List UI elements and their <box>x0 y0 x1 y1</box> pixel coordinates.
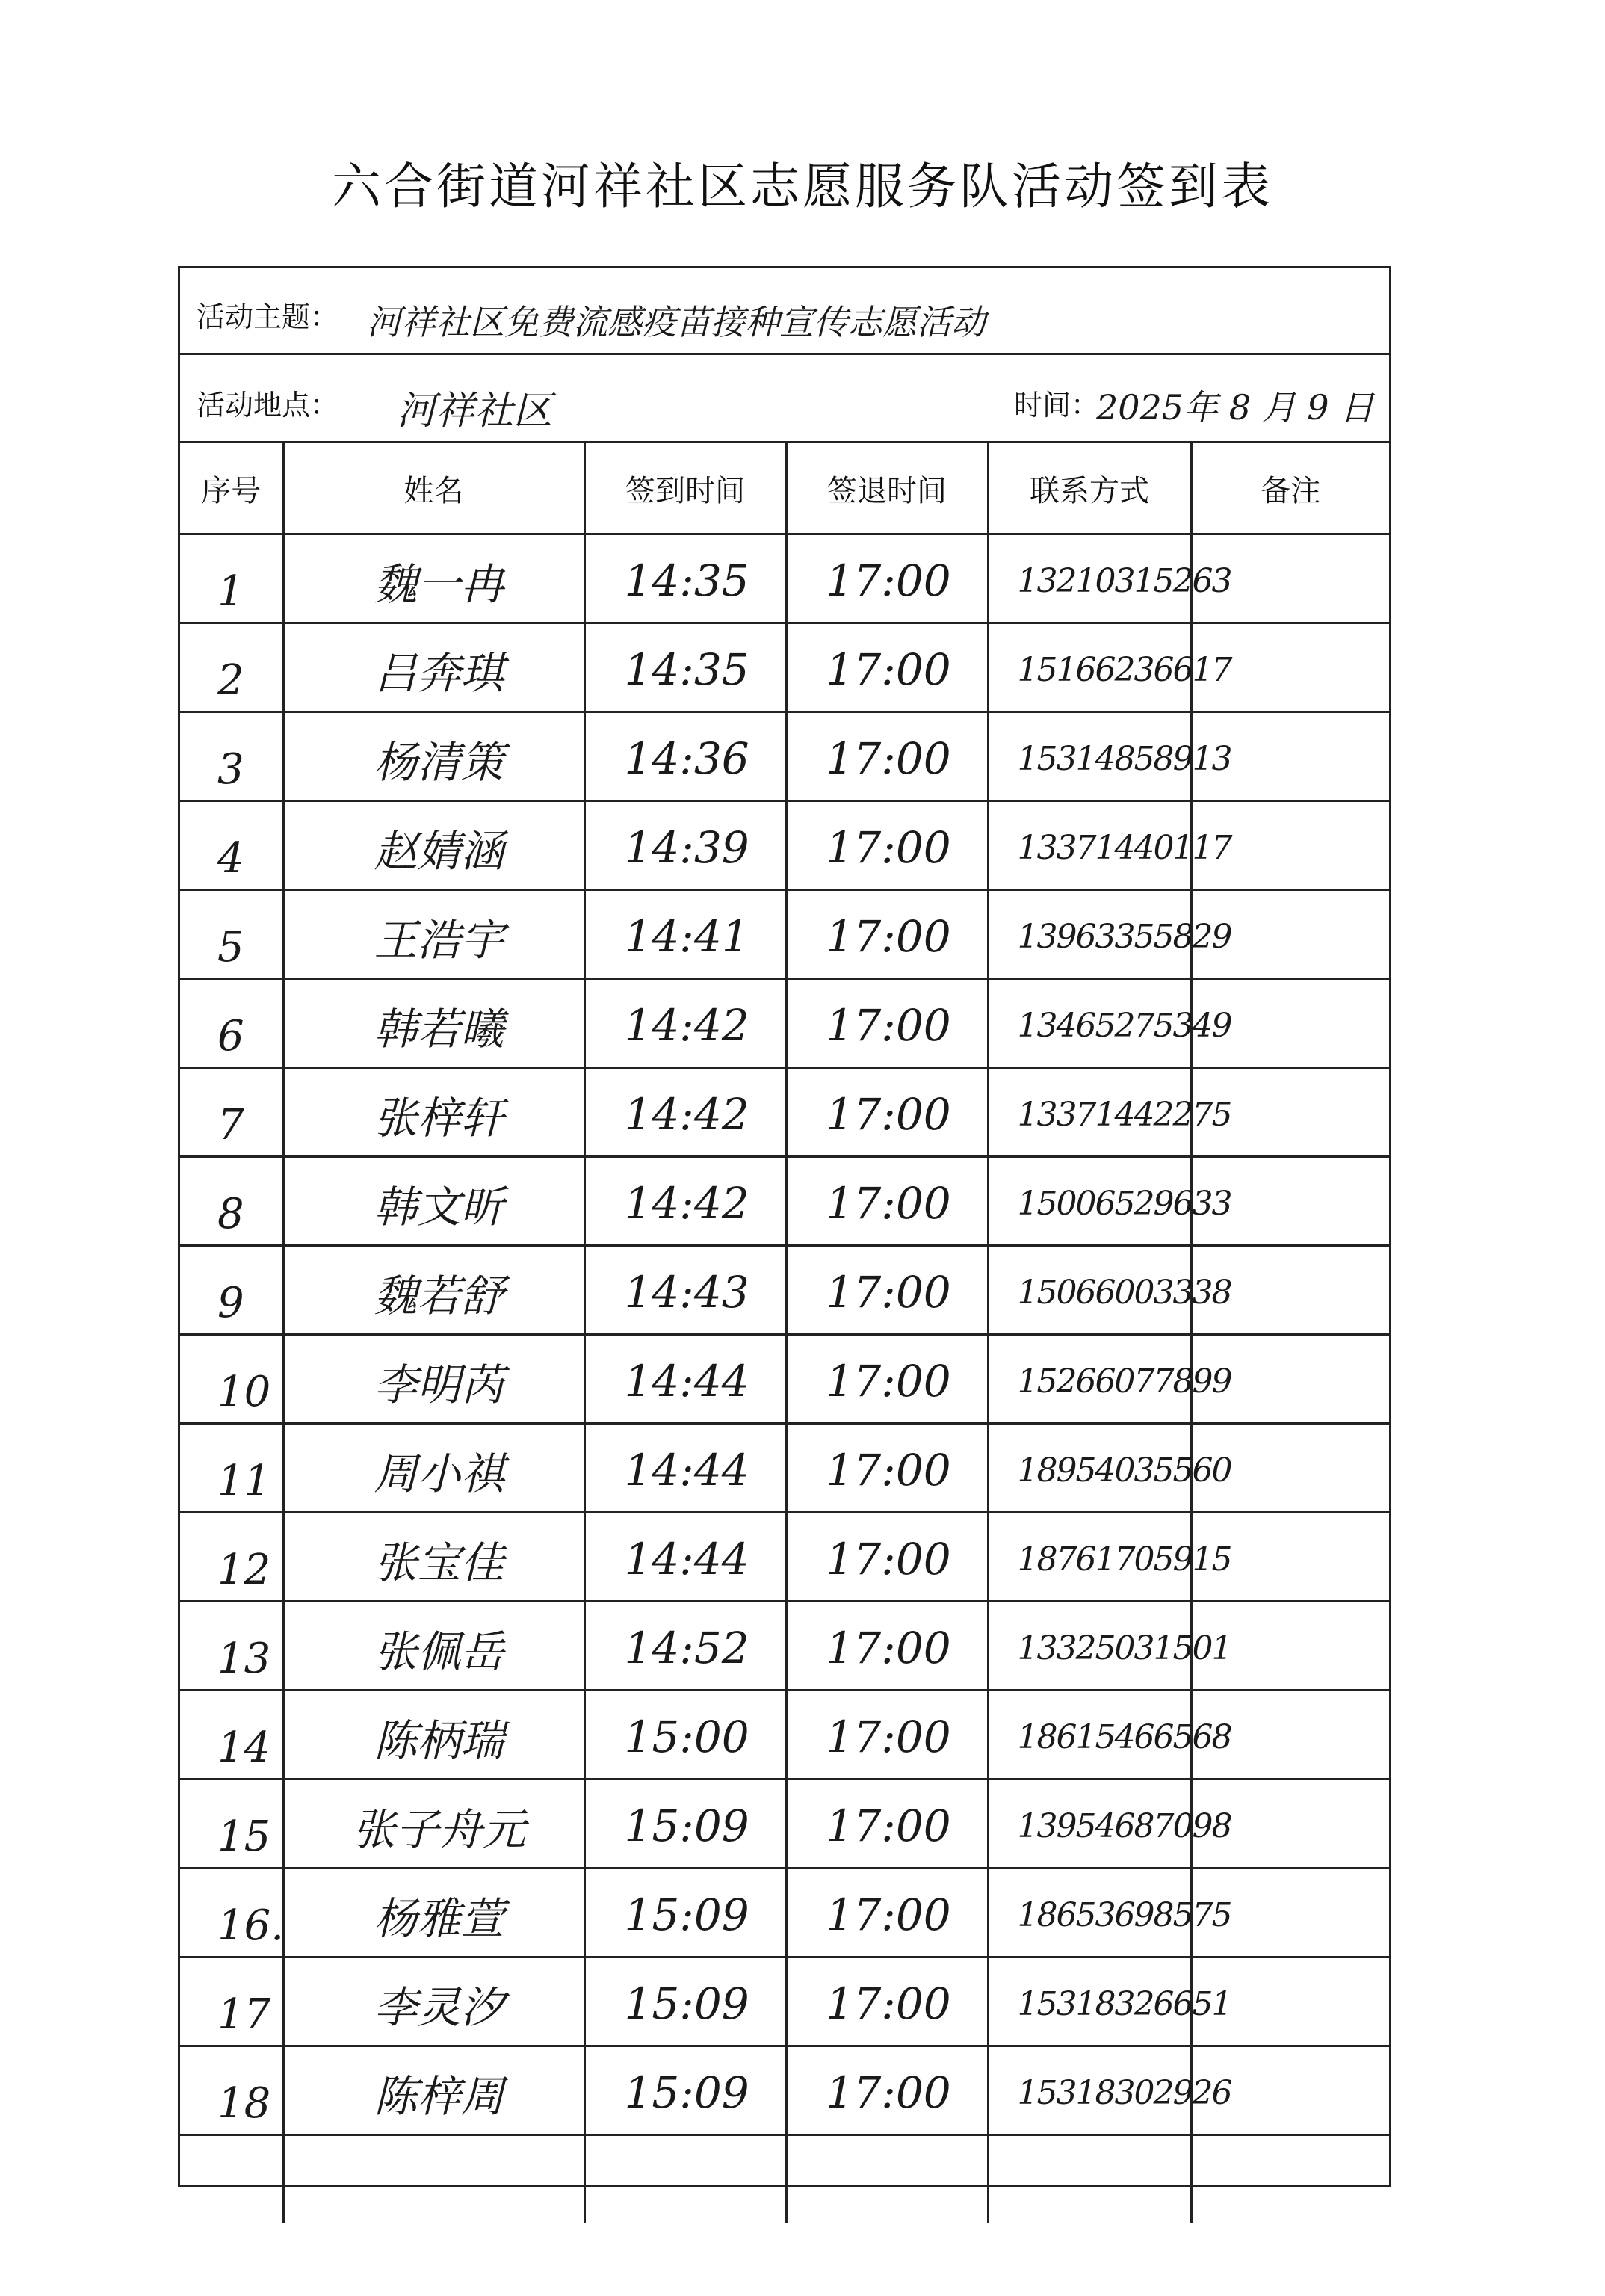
contact-cell <box>988 1246 1231 1335</box>
note-cell-text <box>1206 1880 1387 1950</box>
note-cell-text <box>1206 1969 1387 2039</box>
note-cell <box>1191 2046 1389 2135</box>
contact-cell-text: 13210315263 <box>1017 561 1231 600</box>
contact-cell <box>988 2046 1231 2135</box>
column-header-seq: 序号 <box>180 443 283 534</box>
seq-cell-text: 6 <box>217 1012 244 1061</box>
name-cell <box>283 712 584 801</box>
seq-cell-text: 8 <box>217 1190 244 1238</box>
sign-out-time-cell-text: 17:00 <box>826 1356 951 1407</box>
note-cell-text <box>1206 1613 1387 1683</box>
note-cell-text <box>1206 901 1387 972</box>
seq-cell <box>180 1335 283 1424</box>
seq-cell-text: 11 <box>217 1457 271 1505</box>
sign-in-time-cell-text: 14:42 <box>624 1178 749 1229</box>
note-cell-text <box>1206 1079 1387 1149</box>
note-cell-text <box>1206 1435 1387 1505</box>
seq-cell-text: 13 <box>217 1635 271 1683</box>
column-header-contact: 联系方式 <box>988 443 1191 534</box>
table-row <box>180 890 1389 979</box>
seq-cell <box>180 1246 283 1335</box>
seq-cell-text: 1 <box>217 567 244 616</box>
note-cell-text <box>1206 1168 1387 1238</box>
name-cell-text: 杨清策 <box>374 737 504 788</box>
contact-cell <box>988 1602 1231 1691</box>
seq-cell <box>180 1068 283 1157</box>
table-row <box>180 1868 1389 1957</box>
note-cell <box>1191 1602 1389 1691</box>
sign-out-time-cell <box>786 2135 988 2224</box>
sign-out-time-cell-text: 17:00 <box>826 1000 951 1051</box>
name-cell-text: 王浩宇 <box>374 915 504 966</box>
sign-in-time-cell <box>584 2046 786 2135</box>
table-row <box>180 1157 1389 1246</box>
name-cell-text: 周小祺 <box>374 1448 504 1499</box>
contact-cell <box>988 2135 1191 2224</box>
contact-cell <box>988 623 1231 712</box>
seq-cell <box>180 1780 283 1868</box>
table-row <box>180 1957 1389 2046</box>
name-cell <box>283 801 584 890</box>
contact-cell <box>988 1957 1231 2046</box>
note-cell <box>1191 1957 1389 2046</box>
note-cell <box>1191 1780 1389 1868</box>
sign-out-time-cell-text: 17:00 <box>826 1089 951 1140</box>
column-header-name: 姓名 <box>283 443 584 534</box>
contact-cell-text: 15318302926 <box>1017 2073 1231 2112</box>
contact-cell <box>988 1691 1231 1780</box>
name-cell-text: 张梓轩 <box>374 1093 504 1144</box>
name-cell-text: 吕奔琪 <box>374 648 504 699</box>
contact-cell <box>988 1780 1231 1868</box>
sign-in-time-cell <box>584 1424 786 1513</box>
seq-cell <box>180 979 283 1068</box>
note-cell <box>1191 1246 1389 1335</box>
contact-cell <box>988 1424 1231 1513</box>
note-cell <box>1191 712 1389 801</box>
name-cell-text: 韩若曦 <box>374 1004 504 1055</box>
name-cell <box>283 890 584 979</box>
sign-in-time-cell <box>584 801 786 890</box>
name-cell <box>283 1424 584 1513</box>
seq-cell-text: 17 <box>217 1990 271 2039</box>
seq-cell-text: 16. <box>217 1901 285 1950</box>
contact-cell-text: 15066003338 <box>1017 1273 1231 1312</box>
sign-in-time-cell <box>584 1602 786 1691</box>
theme-label: 活动主题： <box>197 300 339 333</box>
table-row <box>180 2046 1389 2135</box>
column-header-sign-out: 签退时间 <box>786 443 988 534</box>
contact-cell-text: 13465275349 <box>1017 1006 1231 1045</box>
seq-cell <box>180 1868 283 1957</box>
note-cell <box>1191 1513 1389 1602</box>
sign-in-time-cell <box>584 534 786 623</box>
sign-out-time-cell <box>786 1957 988 2046</box>
name-cell-text: 赵婧涵 <box>374 826 504 877</box>
seq-cell <box>180 1691 283 1780</box>
sign-in-time-cell-text: 14:41 <box>624 911 749 962</box>
contact-cell-text: 15006529633 <box>1017 1184 1231 1223</box>
sign-in-time-cell-text: 15:09 <box>624 1889 749 1940</box>
note-cell-text <box>1206 723 1387 794</box>
sign-out-time-cell <box>786 1513 988 1602</box>
sign-out-time-cell <box>786 1424 988 1513</box>
sign-in-time-cell <box>584 890 786 979</box>
contact-cell <box>988 712 1231 801</box>
sign-in-time-cell-text: 14:42 <box>624 1000 749 1051</box>
attendance-table <box>180 443 1389 2223</box>
contact-cell-text: 18615466568 <box>1017 1718 1231 1756</box>
name-cell-text: 陈柄瑞 <box>374 1715 504 1766</box>
seq-cell <box>180 1513 283 1602</box>
sign-out-time-cell <box>786 979 988 1068</box>
seq-cell-text: 5 <box>217 923 244 972</box>
sign-in-time-cell-text: 14:42 <box>624 1089 749 1140</box>
seq-cell <box>180 534 283 623</box>
note-cell <box>1191 1691 1389 1780</box>
column-header-sign-in: 签到时间 <box>584 443 786 534</box>
contact-cell-text <box>1003 2147 1187 2217</box>
table-row <box>180 1691 1389 1780</box>
sign-out-time-cell-text: 17:00 <box>826 2067 951 2118</box>
sign-out-time-cell-text: 17:00 <box>826 644 951 695</box>
table-row <box>180 1424 1389 1513</box>
sign-out-time-cell <box>786 1780 988 1868</box>
sign-in-time-cell <box>584 712 786 801</box>
name-cell <box>283 1157 584 1246</box>
sign-out-time-cell <box>786 1691 988 1780</box>
sign-out-time-cell-text: 17:00 <box>826 1978 951 2029</box>
sign-in-time-cell-text: 15:09 <box>624 2067 749 2118</box>
name-cell-text: 张宝佳 <box>374 1537 504 1588</box>
sign-in-time-cell <box>584 1157 786 1246</box>
name-cell-text: 李灵汐 <box>374 1982 504 2033</box>
sign-out-time-cell <box>786 1868 988 1957</box>
sign-in-time-cell <box>584 1068 786 1157</box>
name-cell <box>283 1068 584 1157</box>
name-cell-text: 李明芮 <box>374 1360 504 1410</box>
sign-in-time-cell <box>584 623 786 712</box>
note-cell-text <box>1206 1346 1387 1416</box>
seq-cell <box>180 1957 283 2046</box>
sign-in-time-cell-text <box>599 2147 782 2217</box>
note-cell-text <box>1206 2058 1387 2128</box>
sign-out-time-cell <box>786 890 988 979</box>
sign-in-time-cell-text: 14:43 <box>624 1267 749 1318</box>
contact-cell <box>988 1868 1231 1957</box>
column-header-note: 备注 <box>1191 443 1389 534</box>
sign-out-time-cell <box>786 1602 988 1691</box>
note-cell-text <box>1206 1524 1387 1594</box>
contact-cell <box>988 801 1231 890</box>
table-row <box>180 1068 1389 1157</box>
contact-cell <box>988 1513 1231 1602</box>
sign-in-time-cell <box>584 2135 786 2224</box>
seq-cell <box>180 2135 283 2224</box>
sign-out-time-cell-text: 17:00 <box>826 733 951 784</box>
name-cell <box>283 2135 584 2224</box>
sign-in-sheet <box>178 266 1391 2187</box>
seq-cell-text: 3 <box>217 745 244 794</box>
name-cell-text: 魏若舒 <box>374 1271 504 1321</box>
name-cell <box>283 1335 584 1424</box>
name-cell <box>283 1957 584 2046</box>
theme-row <box>180 268 1389 355</box>
sign-in-time-cell <box>584 979 786 1068</box>
sign-in-time-cell <box>584 1513 786 1602</box>
contact-cell-text: 13325031501 <box>1017 1629 1231 1667</box>
seq-cell-text: 10 <box>217 1368 271 1416</box>
contact-cell-text: 18761705915 <box>1017 1540 1231 1578</box>
contact-cell-text: 15266077899 <box>1017 1362 1231 1401</box>
contact-cell-text: 15314858913 <box>1017 739 1231 778</box>
sign-out-time-cell <box>786 801 988 890</box>
name-cell-text: 杨雅萱 <box>374 1893 504 1944</box>
table-row <box>180 979 1389 1068</box>
sign-out-time-cell <box>786 712 988 801</box>
sign-out-time-cell-text <box>801 2147 984 2217</box>
theme-value: 河祥社区免费流感疫苗接种宣传志愿活动 <box>367 302 986 342</box>
name-cell-text: 韩文昕 <box>374 1182 504 1232</box>
note-cell-text <box>1206 1257 1387 1327</box>
page-title: 六合街道河祥社区志愿服务队活动签到表 <box>332 158 1273 215</box>
sign-out-time-cell-text: 17:00 <box>826 1889 951 1940</box>
sign-in-time-cell-text: 14:44 <box>624 1445 749 1496</box>
note-cell-text <box>1206 635 1387 705</box>
seq-cell-text: 12 <box>217 1546 271 1594</box>
seq-cell <box>180 801 283 890</box>
seq-cell-text: 18 <box>217 2079 271 2128</box>
sign-in-time-cell-text: 14:35 <box>624 555 749 606</box>
seq-cell-text: 9 <box>217 1279 244 1327</box>
note-cell-text <box>1206 990 1387 1061</box>
name-cell <box>283 534 584 623</box>
table-row <box>180 534 1389 623</box>
seq-cell-text: 2 <box>217 656 244 705</box>
contact-cell-text: 13963355829 <box>1017 917 1231 956</box>
sign-out-time-cell <box>786 2046 988 2135</box>
contact-cell-text: 13371440117 <box>1017 828 1231 867</box>
note-cell <box>1191 1335 1389 1424</box>
note-cell <box>1191 890 1389 979</box>
sign-out-time-cell-text: 17:00 <box>826 1267 951 1318</box>
seq-cell-text: 4 <box>217 834 244 883</box>
note-cell <box>1191 2135 1389 2224</box>
time-value: 2025年 8 月 9 日 <box>1096 387 1375 428</box>
sign-out-time-cell <box>786 1157 988 1246</box>
name-cell <box>283 623 584 712</box>
sign-out-time-cell <box>786 1068 988 1157</box>
sign-out-time-cell-text: 17:00 <box>826 822 951 873</box>
table-row <box>180 1246 1389 1335</box>
seq-cell <box>180 712 283 801</box>
table-row <box>180 712 1389 801</box>
contact-cell <box>988 979 1231 1068</box>
seq-cell <box>180 1157 283 1246</box>
seq-cell <box>180 2046 283 2135</box>
contact-cell-text: 13371442275 <box>1017 1095 1231 1134</box>
seq-cell-text: 15 <box>217 1812 271 1861</box>
sign-out-time-cell <box>786 1335 988 1424</box>
note-cell <box>1191 801 1389 890</box>
seq-cell <box>180 890 283 979</box>
note-cell-text <box>1206 812 1387 883</box>
note-cell-text <box>1206 2147 1387 2217</box>
table-row <box>180 801 1389 890</box>
contact-cell <box>988 534 1231 623</box>
table-row <box>180 1513 1389 1602</box>
sign-out-time-cell-text: 17:00 <box>826 555 951 606</box>
seq-cell-text: 14 <box>217 1723 271 1772</box>
sign-out-time-cell <box>786 534 988 623</box>
sign-out-time-cell-text: 17:00 <box>826 1623 951 1673</box>
name-cell <box>283 1246 584 1335</box>
contact-cell-text: 15166236617 <box>1017 650 1231 689</box>
sign-in-time-cell-text: 14:44 <box>624 1534 749 1584</box>
seq-cell-text <box>194 2147 279 2217</box>
sign-out-time-cell-text: 17:00 <box>826 1445 951 1496</box>
location-row <box>180 355 1389 443</box>
contact-cell <box>988 890 1231 979</box>
table-row <box>180 1602 1389 1691</box>
contact-cell <box>988 1335 1231 1424</box>
sign-in-time-cell-text: 14:36 <box>624 733 749 784</box>
seq-cell <box>180 623 283 712</box>
table-row <box>180 1335 1389 1424</box>
sign-in-time-cell-text: 14:35 <box>624 644 749 695</box>
table-row <box>180 623 1389 712</box>
contact-cell-text: 15318326651 <box>1017 1984 1231 2023</box>
sign-in-time-cell-text: 15:09 <box>624 1978 749 2029</box>
location-label: 活动地点： <box>197 389 339 422</box>
sign-out-time-cell-text: 17:00 <box>826 911 951 962</box>
sign-in-time-cell <box>584 1780 786 1868</box>
name-cell-text: 魏一冉 <box>374 559 504 610</box>
note-cell <box>1191 1157 1389 1246</box>
sign-out-time-cell <box>786 623 988 712</box>
contact-cell <box>988 1068 1231 1157</box>
table-header-row <box>180 443 1389 534</box>
table-row <box>180 1780 1389 1868</box>
name-cell <box>283 1602 584 1691</box>
sign-in-time-cell <box>584 1868 786 1957</box>
note-cell <box>1191 1068 1389 1157</box>
sign-out-time-cell-text: 17:00 <box>826 1178 951 1229</box>
note-cell <box>1191 979 1389 1068</box>
name-cell <box>283 1513 584 1602</box>
contact-cell-text: 13954687098 <box>1017 1806 1231 1845</box>
name-cell <box>283 1691 584 1780</box>
note-cell <box>1191 1424 1389 1513</box>
contact-cell-text: 18653698575 <box>1017 1895 1231 1934</box>
sign-in-time-cell <box>584 1246 786 1335</box>
note-cell-text <box>1206 1791 1387 1861</box>
table-row <box>180 2135 1389 2224</box>
seq-cell-text: 7 <box>217 1101 244 1149</box>
note-cell <box>1191 1868 1389 1957</box>
sign-in-time-cell-text: 15:09 <box>624 1800 749 1851</box>
sign-in-time-cell <box>584 1957 786 2046</box>
sign-out-time-cell <box>786 1246 988 1335</box>
note-cell-text <box>1206 546 1387 616</box>
location-value: 河祥社区 <box>397 389 553 433</box>
sign-out-time-cell-text: 17:00 <box>826 1712 951 1762</box>
name-cell-text: 陈梓周 <box>374 2071 504 2122</box>
sign-in-time-cell <box>584 1335 786 1424</box>
note-cell <box>1191 534 1389 623</box>
time-label: 时间： <box>1014 389 1100 422</box>
sign-in-time-cell-text: 14:44 <box>624 1356 749 1407</box>
name-cell <box>283 1868 584 1957</box>
table-body <box>180 534 1389 2224</box>
note-cell <box>1191 623 1389 712</box>
note-cell-text <box>1206 1702 1387 1772</box>
sign-in-time-cell-text: 15:00 <box>624 1712 749 1762</box>
name-cell <box>283 2046 584 2135</box>
name-cell <box>283 979 584 1068</box>
sign-in-time-cell-text: 14:52 <box>624 1623 749 1673</box>
sign-in-time-cell <box>584 1691 786 1780</box>
sign-out-time-cell-text: 17:00 <box>826 1800 951 1851</box>
contact-cell-text: 18954035560 <box>1017 1451 1231 1490</box>
seq-cell <box>180 1602 283 1691</box>
seq-cell <box>180 1424 283 1513</box>
contact-cell <box>988 1157 1231 1246</box>
sign-in-time-cell-text: 14:39 <box>624 822 749 873</box>
name-cell-text <box>298 2147 581 2217</box>
name-cell-text: 张子舟元 <box>352 1804 526 1855</box>
name-cell <box>283 1780 584 1868</box>
name-cell-text: 张佩岳 <box>374 1626 504 1677</box>
sign-out-time-cell-text: 17:00 <box>826 1534 951 1584</box>
